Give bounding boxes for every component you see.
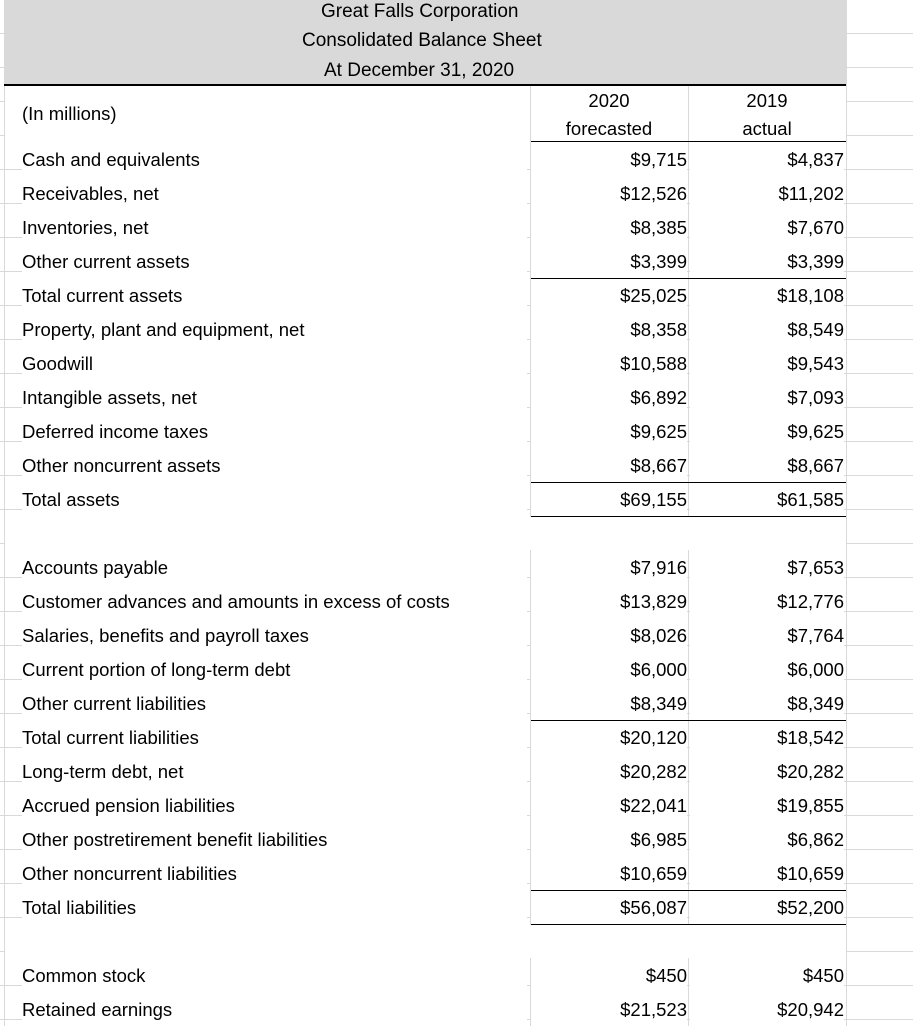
value-2020: $7,916	[531, 551, 687, 584]
row-label: Other current assets	[22, 245, 527, 278]
row-label: Receivables, net	[22, 177, 527, 210]
value-2020: $20,282	[531, 755, 687, 788]
row-label: Total current assets	[22, 279, 527, 312]
row-label: Accounts payable	[22, 551, 527, 584]
value-2020: $450	[531, 959, 687, 992]
value-2019: $6,862	[690, 823, 844, 856]
value-2019: $9,625	[690, 415, 844, 448]
blank-row	[5, 517, 846, 550]
blank-row	[5, 925, 846, 958]
col2-type: actual	[742, 118, 792, 139]
value-2019: $19,855	[690, 789, 844, 822]
row-label: Current portion of long-term debt	[22, 653, 527, 686]
value-2019: $8,349	[690, 687, 844, 720]
value-2019: $7,764	[690, 619, 844, 652]
value-2019: $20,282	[690, 755, 844, 788]
value-2020: $20,120	[531, 721, 687, 754]
value-2020: $3,399	[531, 245, 687, 278]
value-2019: $12,776	[690, 585, 844, 618]
row-label: Inventories, net	[22, 211, 527, 244]
value-2020: $56,087	[531, 891, 687, 924]
value-2019: $7,093	[690, 381, 844, 414]
value-2019: $6,000	[690, 653, 844, 686]
value-2020: $6,985	[531, 823, 687, 856]
value-2019: $450	[690, 959, 844, 992]
value-2020: $10,588	[531, 347, 687, 380]
row-label: Cash and equivalents	[22, 143, 527, 176]
grid-column-line	[4, 0, 5, 1026]
value-2020: $69,155	[531, 483, 687, 516]
value-2020: $6,000	[531, 653, 687, 686]
value-2019: $10,659	[690, 857, 844, 890]
header-underline	[531, 141, 846, 142]
col1-type: forecasted	[565, 118, 653, 139]
value-2019: $8,667	[690, 449, 844, 482]
row-label: Goodwill	[22, 347, 527, 380]
value-2020: $8,385	[531, 211, 687, 244]
value-2020: $8,667	[531, 449, 687, 482]
row-label: Accrued pension liabilities	[22, 789, 527, 822]
value-2020: $12,526	[531, 177, 687, 210]
value-2019: $52,200	[690, 891, 844, 924]
row-label: Deferred income taxes	[22, 415, 527, 448]
value-2020: $8,349	[531, 687, 687, 720]
total-rule-top	[531, 890, 846, 891]
value-2020: $21,523	[531, 993, 687, 1026]
value-2019: $61,585	[690, 483, 844, 516]
value-2019: $18,542	[690, 721, 844, 754]
value-2020: $22,041	[531, 789, 687, 822]
total-rule-top	[531, 482, 846, 483]
units-label: (In millions)	[22, 97, 527, 131]
row-label: Other current liabilities	[22, 687, 527, 720]
value-2019: $7,670	[690, 211, 844, 244]
total-rule-top	[531, 720, 846, 721]
row-label: Total current liabilities	[22, 721, 527, 754]
grid-column-line	[688, 0, 689, 1026]
spreadsheet: Great Falls Corporation Consolidated Balance Sheet At December 31, 2020 (In millions) 2020 forecasted 2019 actual Cash and equivalents $9,715 $4,837 Receivables, net $12,526 $11,202 Inventories, net $8,385 $7,670 Other current assets $3,399 $3,399 Total current assets $25,025 $18,108 Property, plant and equipment, net $8,358 $8,549 Goodwill $10,588 $9,543 Intangible assets, net $6,892 $7,093 Deferred income taxes $9,625 $9,625 Other noncurrent assets $8,667 $8,667 Total assets $69,155 $61,585 Accounts payable $7,916 $7,653 Customer advances and amounts in excess of costs $13,829 $12,776 Salaries, benefits and payroll taxes $8,026 $7,764 Current portion of long-term debt $6,000 $6,000 Other current liabilities $8,349 $8,349 Total current liabilities $20,120 $18,542 Long-term debt, net $20,282 $20,282 Accrued pension liabilities $22,041 $19,855 Other postretirement benefit liabilities $6,985 $6,862 Other noncurrent liabilities $10,659 $10,659 Total liabilities $56,087 $52,200 Common stock $450 $450 Retained earnings $21,523 $20,942	[0, 0, 913, 1026]
row-label: Other noncurrent assets	[22, 449, 527, 482]
value-2020: $9,625	[531, 415, 687, 448]
row-label: Other postretirement benefit liabilities	[22, 823, 527, 856]
row-label: Salaries, benefits and payroll taxes	[22, 619, 527, 652]
value-2019: $11,202	[690, 177, 844, 210]
value-2019: $3,399	[690, 245, 844, 278]
value-2020: $13,829	[531, 585, 687, 618]
row-label: Intangible assets, net	[22, 381, 527, 414]
value-2019: $7,653	[690, 551, 844, 584]
row-label: Property, plant and equipment, net	[22, 313, 527, 346]
col1-year: 2020	[588, 90, 630, 111]
value-2019: $4,837	[690, 143, 844, 176]
row-label: Total liabilities	[22, 891, 527, 924]
value-2019: $9,543	[690, 347, 844, 380]
value-2019: $8,549	[690, 313, 844, 346]
grid-column-line	[846, 0, 847, 1026]
value-2020: $10,659	[531, 857, 687, 890]
row-label: Customer advances and amounts in excess of costs	[22, 585, 527, 618]
row-label: Total assets	[22, 483, 527, 516]
value-2020: $25,025	[531, 279, 687, 312]
row-label: Retained earnings	[22, 993, 527, 1026]
col2-year: 2019	[746, 90, 788, 111]
row-label: Long-term debt, net	[22, 755, 527, 788]
total-rule-top	[531, 278, 846, 279]
value-2019: $18,108	[690, 279, 844, 312]
row-label: Other noncurrent liabilities	[22, 857, 527, 890]
value-2020: $6,892	[531, 381, 687, 414]
value-2020: $8,358	[531, 313, 687, 346]
row-label: Common stock	[22, 959, 527, 992]
value-2019: $20,942	[690, 993, 844, 1026]
value-2020: $8,026	[531, 619, 687, 652]
value-2020: $9,715	[531, 143, 687, 176]
